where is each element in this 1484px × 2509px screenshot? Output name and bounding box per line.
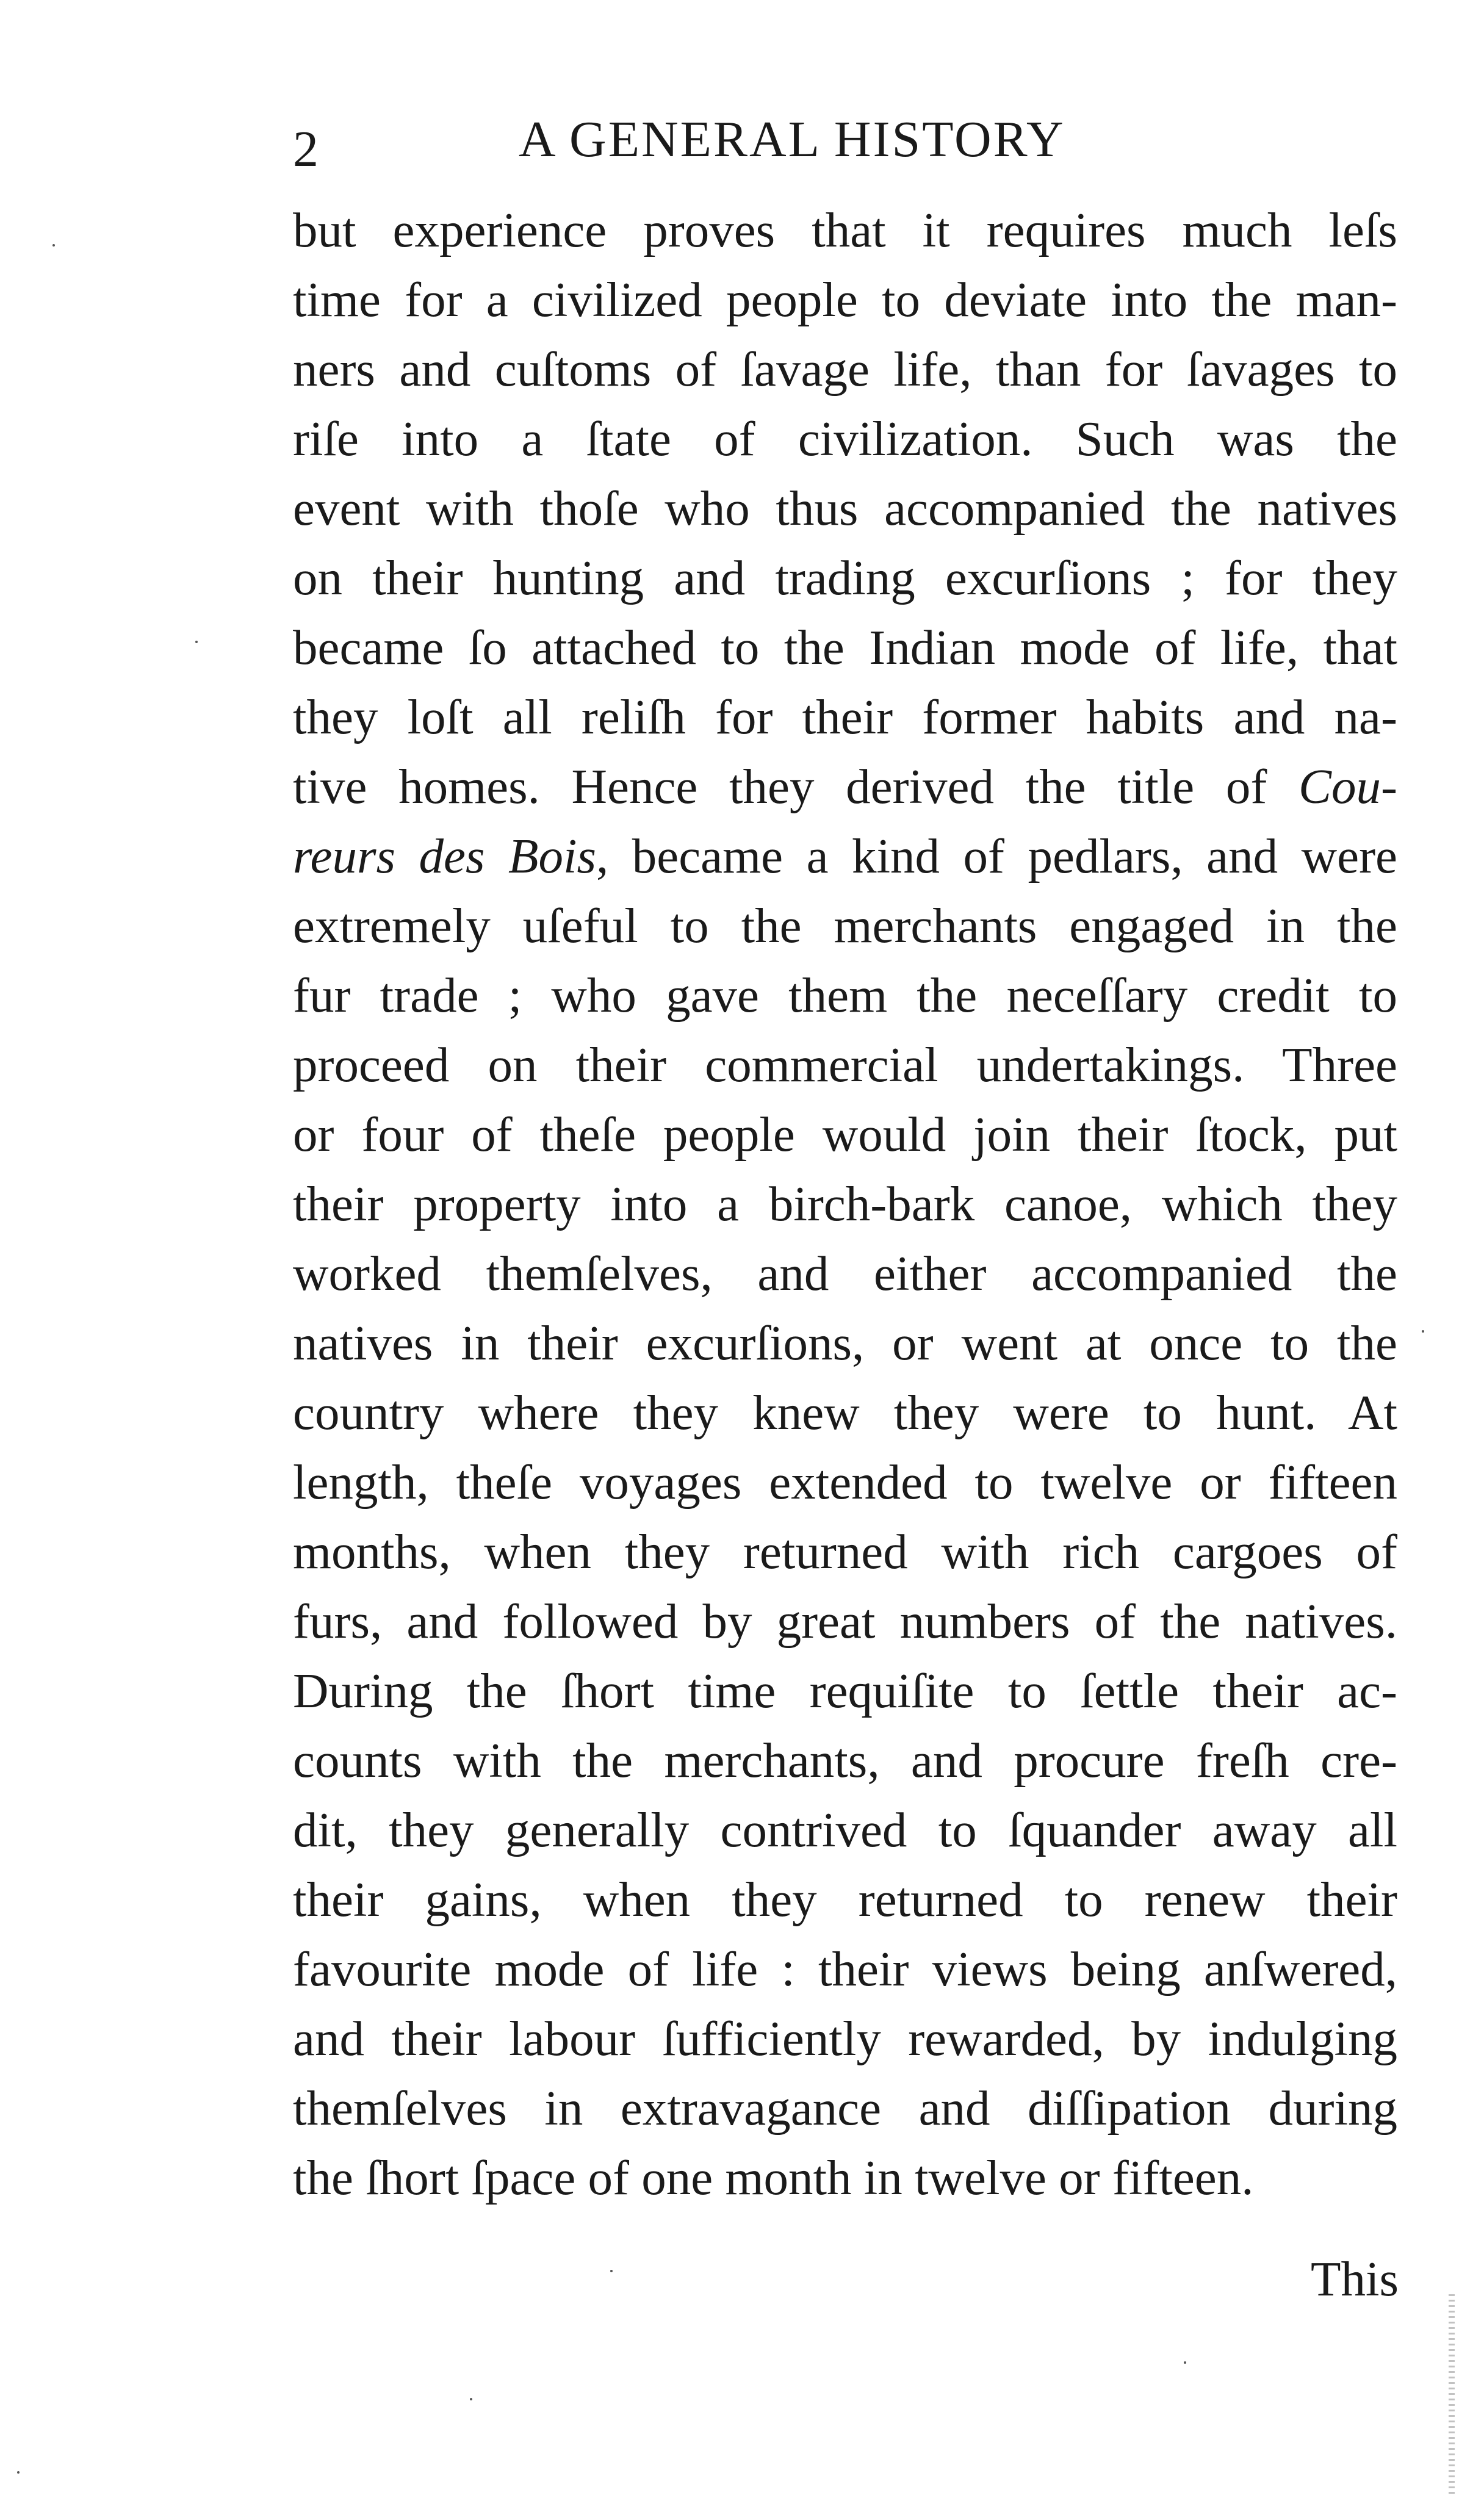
text-line: riſe into a ſtate of civilization. Such was the bbox=[293, 411, 1397, 466]
text-line: event with thoſe who thus accompanied the natives bbox=[293, 481, 1397, 536]
text-line: length, theſe voyages extended to twelve or fifteen bbox=[293, 1455, 1397, 1510]
text-line: their gains, when they returned to renew their bbox=[293, 1872, 1397, 1927]
text-line: the ſhort ſpace of one month in twelve or fifteen. bbox=[293, 2150, 1254, 2205]
catchword: This bbox=[1310, 2252, 1399, 2306]
paper-speck bbox=[610, 2270, 613, 2272]
body-text bbox=[293, 195, 1397, 2212]
text-line: on their hunting and trading excurſions ; for they bbox=[293, 550, 1397, 605]
page-title: A GENERAL HISTORY bbox=[519, 111, 1065, 168]
text-line: reurs des Bois, became a kind of pedlars, and were bbox=[293, 829, 1397, 884]
italic-phrase: Cou- bbox=[1298, 759, 1397, 814]
text-line: tive homes. Hence they derived the title of Cou- bbox=[293, 759, 1397, 814]
text-line: their property into a birch-bark canoe, which they bbox=[293, 1176, 1397, 1231]
text-line: became ſo attached to the Indian mode of life, that bbox=[293, 620, 1397, 675]
text-line: worked themſelves, and either accompanied the bbox=[293, 1246, 1397, 1301]
paper-speck bbox=[17, 2471, 20, 2474]
text-line: proceed on their commercial undertakings. Three bbox=[293, 1037, 1397, 1092]
text-line: extremely uſeful to the merchants engaged in the bbox=[293, 898, 1397, 953]
text-line: favourite mode of life : their views being anſwered, bbox=[293, 1942, 1397, 1996]
text-line: furs, and followed by great numbers of the natives. bbox=[293, 1594, 1397, 1649]
paper-speck bbox=[52, 244, 55, 247]
running-head bbox=[293, 110, 1391, 183]
text-line: fur trade ; who gave them the neceſſary credit to bbox=[293, 968, 1397, 1023]
text-line: they loſt all reliſh for their former habits and na- bbox=[293, 689, 1397, 744]
text-line: During the ſhort time requiſite to ſettle their ac- bbox=[293, 1663, 1397, 1718]
text-line: time for a civilized people to deviate into the man- bbox=[293, 272, 1397, 327]
page-edge-mark bbox=[1449, 2294, 1455, 2496]
paper-speck bbox=[470, 2398, 472, 2400]
page-number: 2 bbox=[293, 121, 320, 178]
paper-speck bbox=[1422, 1330, 1424, 1333]
text-line: themſelves in extravagance and diſſipation during bbox=[293, 2081, 1397, 2136]
text-line: natives in their excurſions, or went at once to the bbox=[293, 1316, 1397, 1370]
paper-speck bbox=[1184, 2361, 1186, 2364]
text-line: and their labour ſufficiently rewarded, by indulging bbox=[293, 2011, 1397, 2066]
paper-speck bbox=[195, 641, 198, 643]
text-line: but experience proves that it requires much leſs bbox=[293, 203, 1397, 257]
text-line: months, when they returned with rich cargoes of bbox=[293, 1524, 1397, 1579]
italic-phrase: reurs des Bois bbox=[293, 829, 596, 884]
text-line: or four of theſe people would join their ſtock, put bbox=[293, 1107, 1397, 1162]
text-line: ners and cuſtoms of ſavage life, than for ſavages to bbox=[293, 342, 1397, 397]
text-line: dit, they generally contrived to ſquander away all bbox=[293, 1802, 1397, 1857]
text-line: counts with the merchants, and procure freſh cre- bbox=[293, 1733, 1397, 1788]
text-line: country where they knew they were to hunt. At bbox=[293, 1385, 1397, 1440]
